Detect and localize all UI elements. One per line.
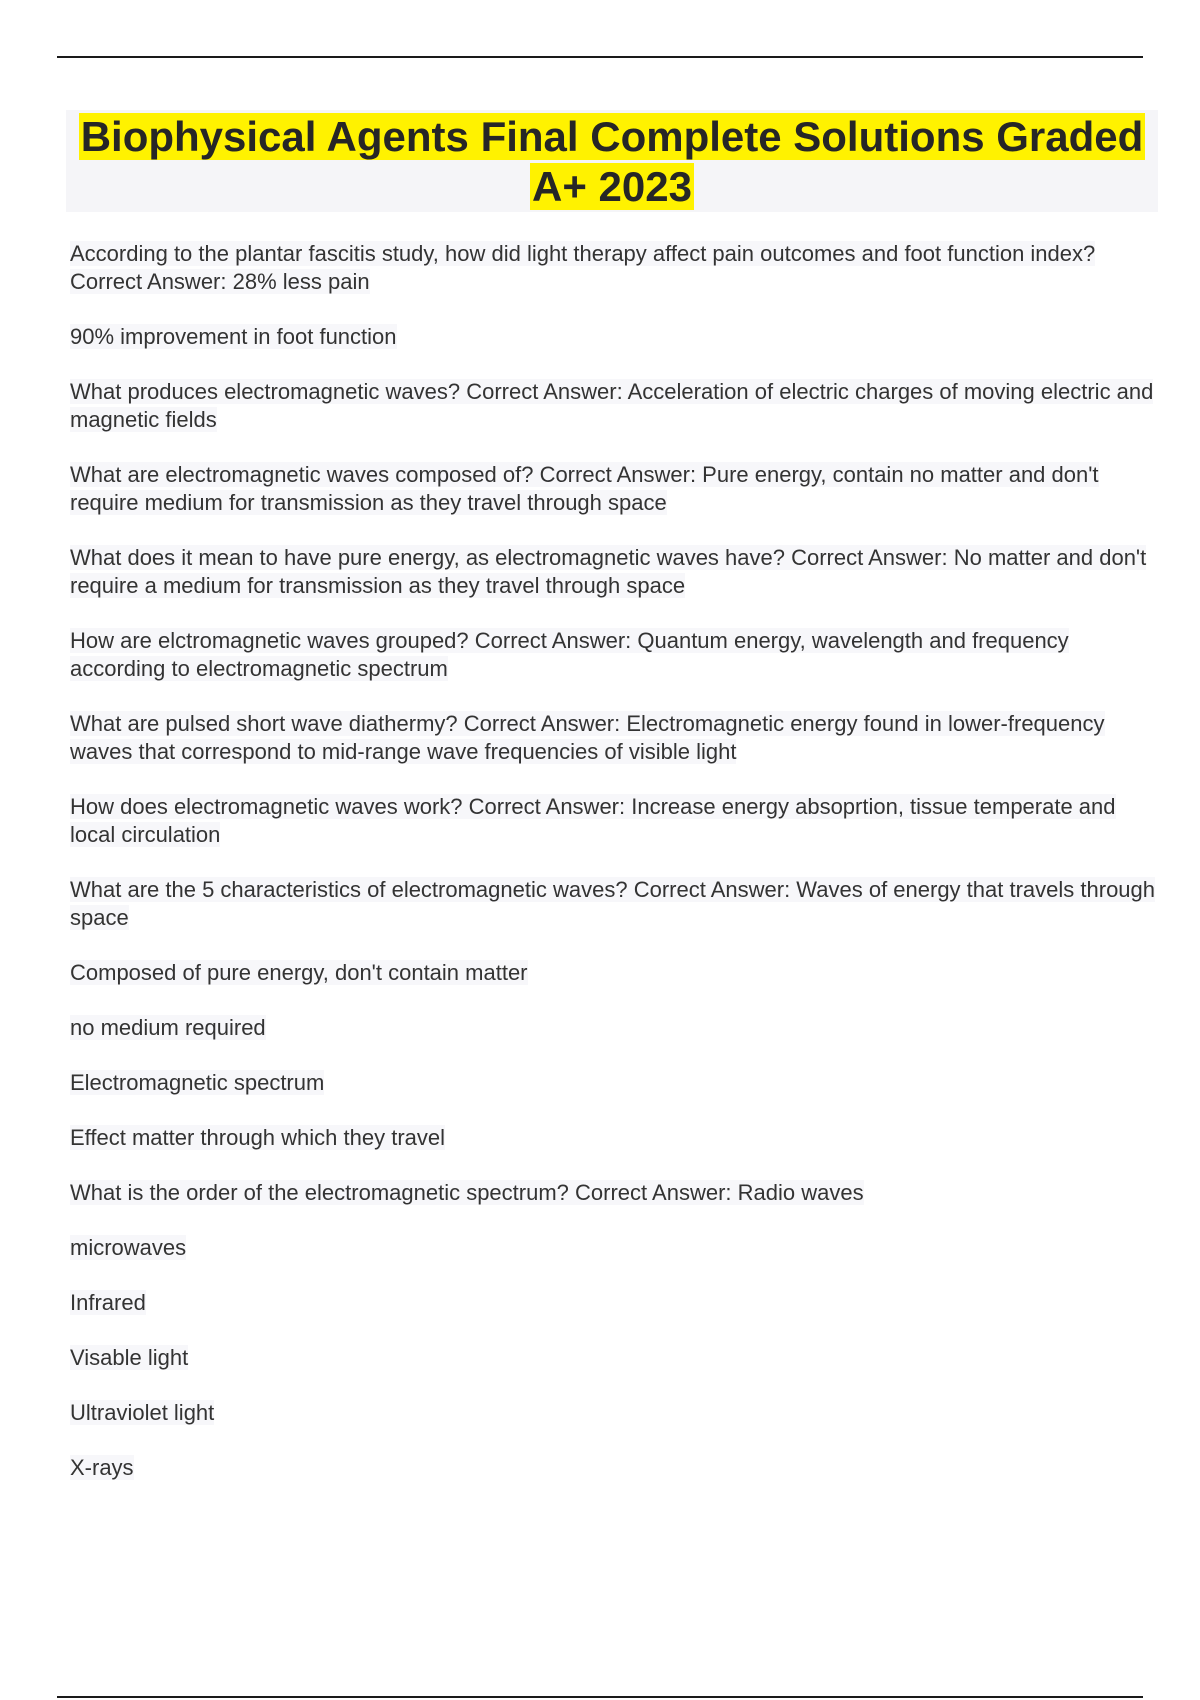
title-band: [66, 110, 1158, 212]
paragraph: What is the order of the electromagnetic spectrum? Correct Answer: Radio waves: [70, 1180, 864, 1205]
paragraph: What are the 5 characteristics of electromagnetic waves? Correct Answer: Waves of energy that travels through space: [70, 877, 1156, 930]
bottom-rule: [57, 1696, 1143, 1698]
paragraph: What produces electromagnetic waves? Correct Answer: Acceleration of electric charges of moving electric and magnetic fields: [70, 379, 1154, 432]
document-title: Biophysical Agents Final Complete Solutions Graded A+ 2023: [80, 113, 1144, 210]
paragraph: According to the plantar fascitis study, how did light therapy affect pain outcomes and foot function index? Correct Answer: 28% less pain: [70, 241, 1096, 294]
paragraph: no medium required: [70, 1015, 266, 1040]
top-rule: [57, 56, 1143, 58]
paragraph: Electromagnetic spectrum: [70, 1070, 325, 1095]
paragraph: 90% improvement in foot function: [70, 324, 397, 349]
paragraph: What are electromagnetic waves composed of? Correct Answer: Pure energy, contain no matter and don't require medium for transmission as they travel through space: [70, 462, 1099, 515]
paragraph: How are elctromagnetic waves grouped? Correct Answer: Quantum energy, wavelength and frequency according to electromagnetic spectrum: [70, 628, 1069, 681]
paragraph: X-rays: [70, 1455, 134, 1480]
paragraph: Composed of pure energy, don't contain matter: [70, 960, 528, 985]
paragraph: Visable light: [70, 1345, 189, 1370]
paragraph: Effect matter through which they travel: [70, 1125, 445, 1150]
paragraph: How does electromagnetic waves work? Correct Answer: Increase energy absoprtion, tissue temperate and local circulation: [70, 794, 1116, 847]
paragraph: What are pulsed short wave diathermy? Correct Answer: Electromagnetic energy found in lower-frequency waves that correspond to mid-range wave frequencies of visible light: [70, 711, 1105, 764]
document-body: [70, 240, 1160, 1509]
paragraph: Ultraviolet light: [70, 1400, 215, 1425]
paragraph: What does it mean to have pure energy, as electromagnetic waves have? Correct Answer: No matter and don't require a medium for transmission as they travel through space: [70, 545, 1147, 598]
paragraph: Infrared: [70, 1290, 146, 1315]
paragraph: microwaves: [70, 1235, 187, 1260]
